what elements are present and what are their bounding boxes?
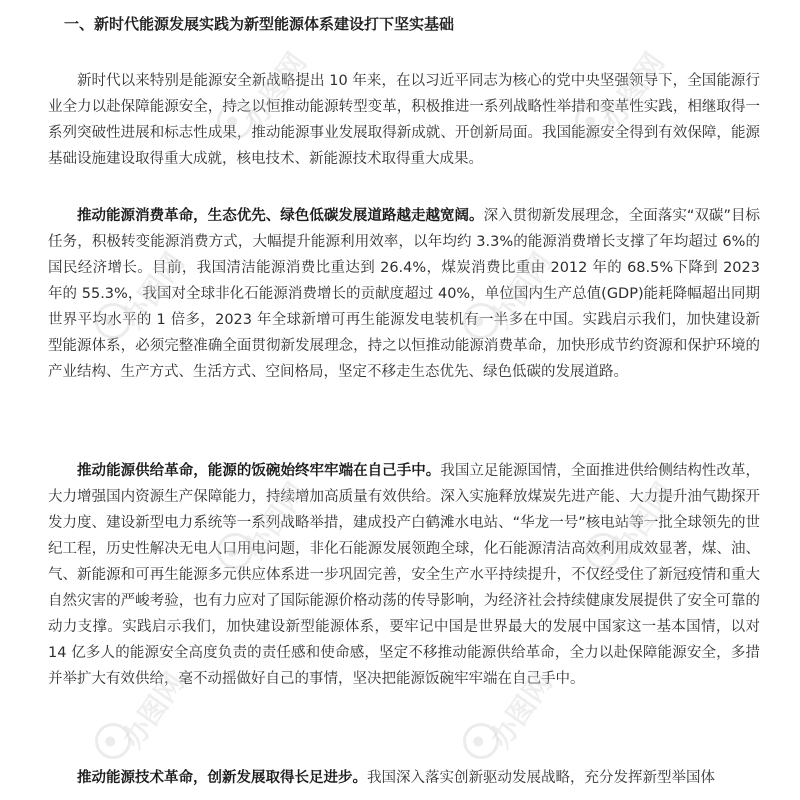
watermark-text: 办图网 xyxy=(237,476,313,565)
watermark-text: 办图网 xyxy=(115,666,191,755)
paragraph-3 xyxy=(48,458,760,692)
paragraph-2 xyxy=(48,203,760,385)
watermark-text: 办图网 xyxy=(483,246,559,335)
paragraph-4 xyxy=(48,765,760,791)
paragraph-3-body: 我国立足能源国情，全面推进供给侧结构性改革，大力增强国内资源生产保障能力，持续增加高质量有效供给。深入实施释放煤炭先进产能、大力提升油气勘探开发力度、建设新型电力系统等一系列战略举措，建成投产白鹤滩水电站、“华龙一号”核电站等一批全球领先的世纪工程，历史性解决无电人口用电问题，非化石能源发展领跑全球，化石能源清洁高效利用成效显著，煤、油、气、新能源和可再生能源多元供应体系进一步巩固完善，安全生产水平持续提升，不仅经受住了新冠疫情和重大自然灾害的严峻考验，也有力应对了国际能源价格动荡的传导影响，为经济社会持续健康发展提供了安全可靠的动力支撑。实践启示我们，加快建设新型能源体系，要牢记中国是世界最大的发展中国家这一基本国情，以对 14 亿多人的能源安全高度负责的责任感和使命感，坚定不移推动能源供给革命，全力以赴保障能源安全，多措并举扩大有效供给，毫不动摇做好自己的事情，坚决把能源饭碗牢牢端在自己手中。 xyxy=(48,463,761,687)
section-heading: 一、新时代能源发展实践为新型能源体系建设打下坚实基础 xyxy=(64,15,455,33)
paragraph-4-lead: 推动能源技术革命，创新发展取得长足进步。 xyxy=(77,770,367,786)
watermark-text: 办图网 xyxy=(237,46,313,135)
watermark-text: 办图网 xyxy=(605,476,681,565)
watermark-logo-icon xyxy=(88,716,138,766)
watermark-text: 办图网 xyxy=(483,666,559,755)
watermark-logo-icon xyxy=(456,716,506,766)
watermark-text: 办图网 xyxy=(115,246,191,335)
paragraph-1 xyxy=(48,68,760,172)
paragraph-4-body: 我国深入落实创新驱动发展战略，充分发挥新型举国体 xyxy=(367,770,715,786)
paragraph-2-body: 深入贯彻新发展理念，全面落实“双碳”目标任务，积极转变能源消费方式，大幅提升能源利用效率，以年均约 3.3%的能源消费增长支撑了年均超过 6%的国民经济增长。目前，我国清洁能源消费比重达到 26.4%，煤炭消费比重由 2012 年的 68.5%下降到 2023 年的 55.3%，我国对全球非化石能源消费增长的贡献度超过 40%，单位国内生产总值(GDP)能耗降幅超出同期世界平均水平的 1 倍多，2023 年全球新增可再生能源发电装机有一半多在中国。实践启示我们，加快建设新型能源体系，必须完整准确全面贯彻新发展理念，持之以恒推动能源消费革命，加快形成节约资源和保护环境的产业结构、生产方式、生活方式、空间格局，坚定不移走生态优先、绿色低碳的发展道路。 xyxy=(48,208,760,380)
paragraph-1-body: 新时代以来特别是能源安全新战略提出 10 年来，在以习近平同志为核心的党中央坚强领导下，全国能源行业全力以赴保障能源安全，持之以恒推动能源转型变革，积极推进一系列战略性举措和变革性实践，相继取得一系列突破性进展和标志性成果，推动能源事业发展取得新成就、开创新局面。我国能源安全得到有效保障，能源基础设施建设取得重大成就，核电技术、新能源技术取得重大成果。 xyxy=(48,73,760,167)
watermark-text: 办图网 xyxy=(595,46,671,135)
paragraph-2-lead: 推动能源消费革命，生态优先、绿色低碳发展道路越走越宽阔。 xyxy=(77,208,484,224)
paragraph-3-lead: 推动能源供给革命，能源的饭碗始终牢牢端在自己手中。 xyxy=(77,463,441,479)
